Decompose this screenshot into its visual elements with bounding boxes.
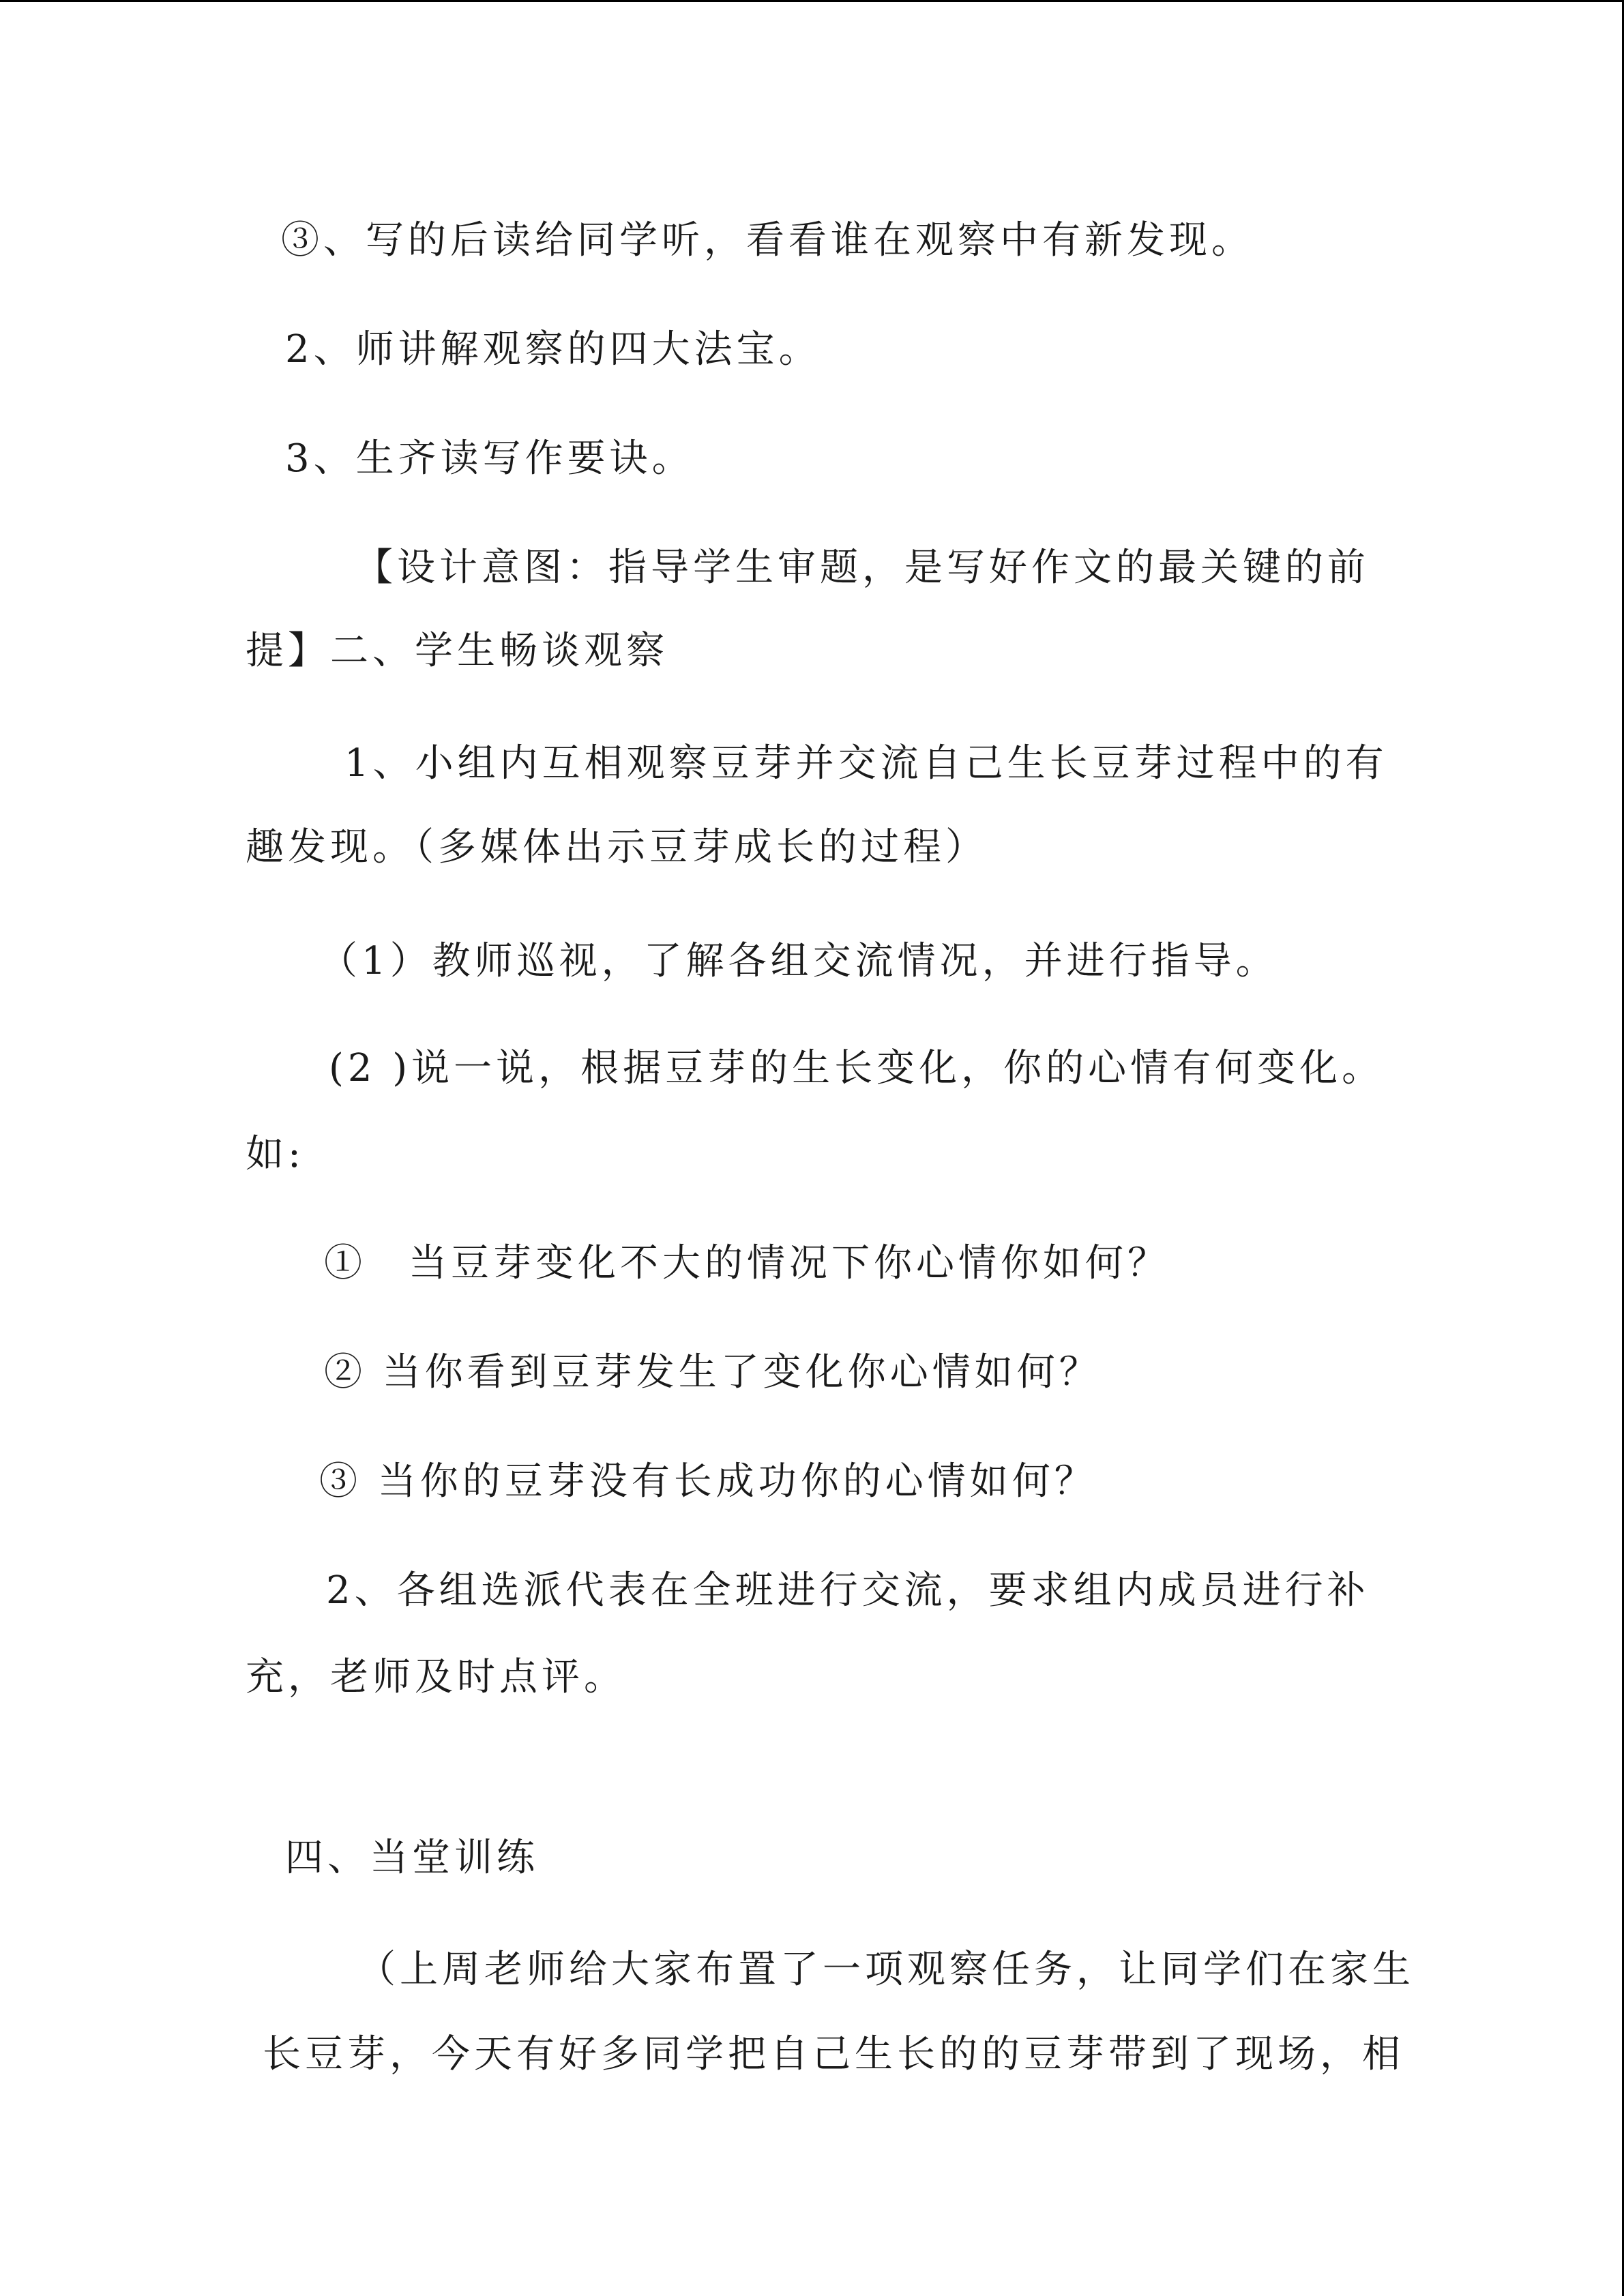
text-line: (2 )说一说，根据豆芽的生长变化，你的心情有何变化。	[329, 1046, 1385, 1090]
text-line: 1、小组内互相观察豆芽并交流自己生长豆芽过程中的有	[344, 741, 1388, 786]
text-line: 3、生齐读写作要诀。	[285, 436, 694, 481]
text-line: ③、写的后读给同学听，看看谁在观察中有新发现。	[281, 218, 1254, 263]
text-line: 如:	[246, 1132, 305, 1176]
text-line: ① 当豆芽变化不大的情况下你心情你如何？	[324, 1241, 1170, 1285]
text-line: 【设计意图：指导学生审题，是写好作文的最关键的前	[355, 546, 1370, 590]
text-line: 充，老师及时点评。	[246, 1655, 626, 1699]
text-line: 四、当堂训练	[285, 1836, 539, 1880]
text-line: ② 当你看到豆芽发生了变化你心情如何？	[324, 1350, 1102, 1395]
text-line: 趣发现。（多媒体出示豆芽成长的过程）	[246, 825, 988, 869]
text-line: ③ 当你的豆芽没有长成功你的心情如何？	[319, 1459, 1097, 1504]
text-line: 提】二、学生畅谈观察	[246, 629, 668, 673]
text-line: （上周老师给大家布置了一项观察任务，让同学们在家生	[357, 1948, 1415, 1992]
text-line: 2、各组选派代表在全班进行交流，要求组内成员进行补	[326, 1568, 1370, 1613]
text-line: 2、师讲解观察的四大法宝。	[285, 327, 821, 372]
top-border	[0, 0, 1624, 2]
text-line: （1）教师巡视，了解各组交流情况，并进行指导。	[319, 939, 1278, 983]
text-line: 长豆芽，今天有好多同学把自己生长的的豆芽带到了现场，相	[263, 2032, 1404, 2076]
